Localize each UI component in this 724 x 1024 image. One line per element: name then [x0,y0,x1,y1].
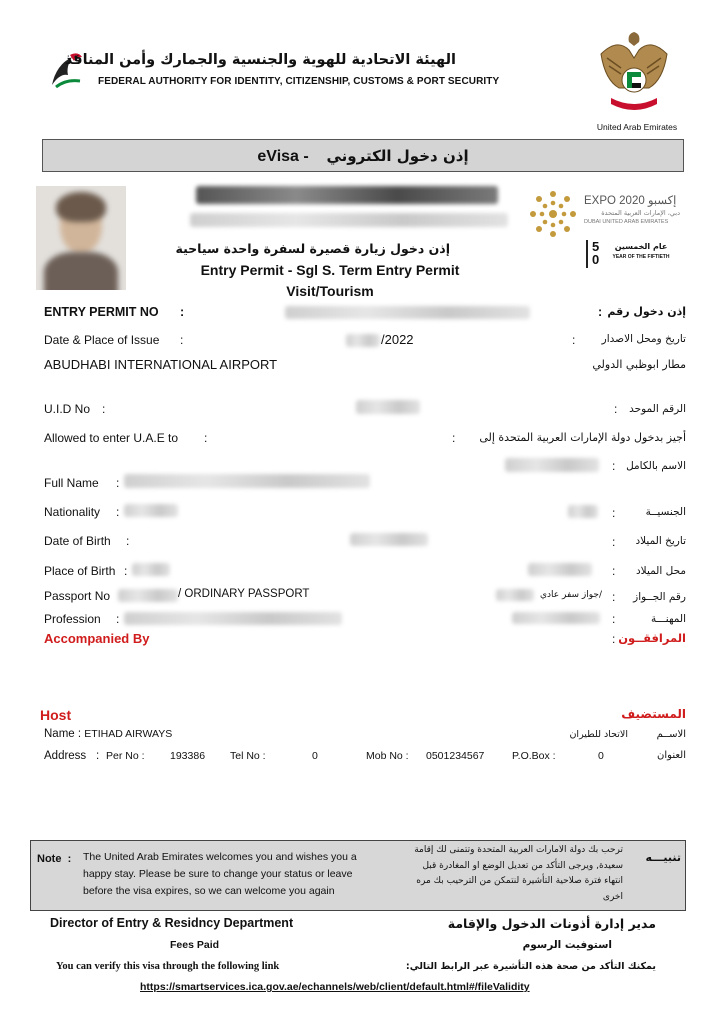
colon: : [598,305,603,319]
note-text: The United Arab Emirates welcomes you and wishes you a happy stay. Please be sure to change your status or leave before the visa expires, so we can welcome you again [83,851,357,897]
profession-label-ar: المهنـــة [650,613,686,625]
colon: : [102,402,106,416]
mob-no-label: Mob No : [366,750,409,762]
redacted-permit-no [285,306,530,319]
pobox-value: 0 [598,750,604,762]
fees-paid-ar: استوفيت الرسوم [522,939,612,951]
redacted-profession-ar [512,612,600,624]
passport-label-ar: رقم الجــواز [633,591,686,603]
redacted-issue-date [346,334,380,347]
authority-name-ar: الهيئة الاتحادية للهوية والجنسية والجمارك وأمن المنافذ [64,52,456,68]
dob-label: Date of Birth [44,534,111,548]
place-of-issue: ABUDHABI INTERNATIONAL AIRPORT [44,357,278,372]
host-name: ETIHAD AIRWAYS [84,728,173,740]
colon: : [124,564,128,578]
redacted-pob [132,563,170,576]
banner-title-en: eVisa - [257,148,309,165]
tel-no-value: 0 [312,750,318,762]
expo-sub-ar: دبي، الإمارات العربية المتحدة [601,209,680,217]
passport-type-ar: /جواز سفر عادي [539,590,602,600]
allowed-to-enter-label: Allowed to enter U.A.E to [44,431,179,445]
uid-no-label-ar: الرقم الموحد [629,403,686,415]
host-name-label [44,728,172,740]
fees-paid-en: Fees Paid [170,939,220,951]
banner-title-ar: إذن دخول الكتروني [326,147,469,165]
redacted-nationality [124,504,178,517]
passport-type: / ORDINARY PASSPORT [178,588,310,600]
host-name-label-ar: الاســم [656,729,686,740]
expo-title: EXPO 2020 إكسبو [584,195,677,207]
host-name-caption: Name [44,728,75,740]
colon: : [204,431,208,445]
note-box [30,840,686,911]
note-label-ar: تنبيـــه [645,851,681,864]
note-text-ar: ترحب بك دولة الامارات العربية المتحدة وتتمنى لك إقامة سعيدة, ويرجى التأكد من تعديل الوضع او المغادرة قبل انتهاء فترة صلاحية التأشيرة لنتمكن من الترحيب بك مره اخرى [414,845,623,902]
per-no-value: 193386 [170,750,206,762]
fiftieth-year-en: YEAR OF THE FIFTIETH [612,254,670,260]
redacted-name-ar [196,186,498,204]
passport-label: Passport No [44,589,111,603]
colon: : [116,612,120,626]
note-label [37,853,71,865]
colon: : [116,476,120,490]
colon: : [612,590,616,604]
colon: : [612,506,616,520]
date-place-issue-label-ar: تاريخ ومحل الاصدار [601,333,686,345]
expo-sub-en: DUBAI UNITED ARAB EMIRATES [584,219,669,225]
colon: : [67,853,72,865]
pob-label: Place of Birth [44,564,116,578]
pob-label-ar: محل الميلاد [636,565,686,577]
full-name-label-ar: الاسم بالكامل [626,460,686,472]
host-address-label-ar: العنوان [657,750,686,761]
redacted-profession [124,612,342,625]
applicant-photo [36,186,126,290]
allowed-to-enter-label-ar: أجيز بدخول دولة الإمارات العربية المتحدة إلى [479,431,686,444]
nationality-label: Nationality [44,505,101,519]
colon: : [452,431,456,445]
redacted-dob [350,533,428,546]
emblem-caption: United Arab Emirates [596,122,678,132]
director-ar: مدير إدارة أذونات الدخول والإقامة [447,916,656,931]
redacted-full-name [124,474,370,488]
colon: : [180,333,184,347]
profession-label: Profession [44,612,101,626]
colon: : [77,728,82,740]
fiftieth-year-ar: عام الخمسين [614,242,668,251]
expo-logo [527,188,579,240]
mob-no-value: 0501234567 [426,750,485,762]
redacted-passport-no [118,589,178,602]
full-name-label: Full Name [44,476,99,490]
host-address-label: Address [44,750,87,762]
uae-emblem [597,28,671,114]
director-en: Director of Entry & Residncy Department [50,916,294,930]
dob-label-ar: تاريخ الميلاد [635,535,686,547]
note-label-text: Note [37,853,62,865]
pobox-label: P.O.Box : [512,750,556,762]
evisa-banner [42,139,684,172]
verify-en: You can verify this visa through the following link [56,961,280,972]
fiftieth-number: 50 [592,239,600,267]
permit-title-ar: إذن دخول زيارة قصيرة لسفرة واحدة سياحية [175,241,450,256]
colon: : [612,612,616,626]
colon: : [180,305,185,319]
date-place-issue-label: Date & Place of Issue [44,333,160,347]
authority-name-en: FEDERAL AUTHORITY FOR IDENTITY, CITIZENSHIP, CUSTOMS & PORT SECURITY [98,76,500,87]
entry-permit-no-label: ENTRY PERMIT NO [44,305,159,319]
redacted-nationality-ar [568,505,598,518]
colon: : [126,534,130,548]
colon: : [614,402,618,416]
host-name-ar: الاتحاد للطيران [569,729,628,740]
permit-subtitle-en: Visit/Tourism [286,283,374,299]
redacted-name-en [190,213,508,227]
host-label-ar: المستضيف [621,707,686,721]
redacted-pob-ar [528,563,592,576]
redacted-passport-no-ar [496,589,534,601]
redacted-uid [356,400,420,414]
colon: : [96,750,100,762]
per-no-label: Per No : [106,750,145,762]
nationality-label-ar: الجنسيــة [645,506,686,518]
colon: : [612,459,616,473]
colon: : [612,564,616,578]
verify-link[interactable]: https://smartservices.ica.gov.ae/echannels/web/client/default.html#/fileValidity [140,981,530,993]
accompanied-by-label: Accompanied By [44,631,150,646]
accompanied-by-label-ar: المرافقــون [618,631,686,645]
colon: : [612,535,616,549]
uid-no-label: U.I.D No [44,402,91,416]
redacted-full-name-ar [505,458,599,472]
tel-no-label: Tel No : [230,750,266,762]
entry-permit-no-label-ar: إذن دخول رقم [607,305,686,318]
fiftieth-badge [586,240,678,268]
verify-ar: يمكنك التأكد من صحة هذه التأشيرة عبر الرابط التالي: [405,961,656,972]
colon: : [116,505,120,519]
colon: : [572,333,576,347]
host-label: Host [40,707,72,723]
colon: : [612,632,616,646]
permit-title-en: Entry Permit - Sgl S. Term Entry Permit [200,262,460,278]
issue-year: /2022 [381,332,414,347]
place-of-issue-ar: مطار ابوظبي الدولي [592,358,686,371]
